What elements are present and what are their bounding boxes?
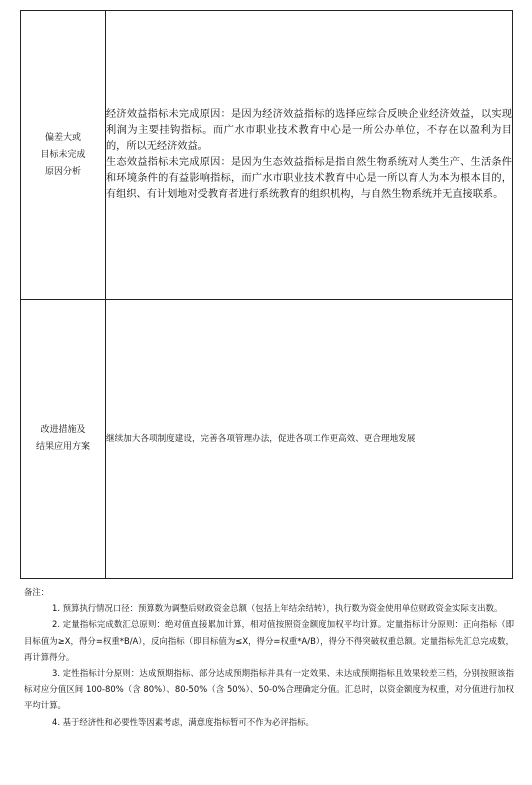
note-item: 2. 定量指标完成数汇总原则：绝对值直接累加计算，相对值按照资金额度加权平均计算。定量指标计分原则：正向指标（即目标值为≥X，得分=权重*B/A），反向指标（即目标值为≤X，得分=权重*A/B），得分不得突破权重总额。定量指标先汇总完成数，再计算得分。 — [24, 619, 514, 662]
ecological-indicator-paragraph: 生态效益指标未完成原因：是因为生态效益指标是指自然生物系统对人类生产、生活条件和环境条件的有益影响指标，而广水市职业技术教育中心是一所以育人为本为根本目的，有组织、有计划地对受教育者进行系统教育的组织机构，与自然生物系统并无直接联系。 — [106, 157, 512, 200]
label-line: 改进措施及 — [40, 425, 86, 435]
improvement-plan-paragraph: 继续加大各项制度建设，完善各项管理办法，促进各项工作更高效、更合理地发展 — [106, 433, 416, 444]
note-item: 4. 基于经济性和必要性等因素考虑，满意度指标暂可不作为必评指标。 — [52, 716, 314, 727]
label-line: 偏差大或 — [44, 132, 81, 143]
table-row — [21, 300, 513, 579]
note-item: 1. 预算执行情况口径：预算数为调整后财政资金总额（包括上年结余结转），执行数为资金使用单位财政资金实际支出数。 — [52, 603, 503, 614]
evaluation-table — [20, 10, 513, 579]
notes-section — [24, 584, 514, 730]
label-line: 目标未完成 — [40, 149, 86, 160]
deviation-analysis-content — [106, 11, 513, 300]
table-row — [21, 11, 513, 300]
label-line: 结果应用方案 — [35, 442, 90, 452]
improvement-plan-label — [21, 300, 106, 579]
notes-heading: 备注： — [24, 587, 50, 597]
label-line: 原因分析 — [44, 166, 81, 177]
deviation-analysis-label — [21, 11, 106, 300]
improvement-plan-content — [106, 300, 513, 579]
economic-indicator-paragraph: 经济效益指标未完成原因：是因为经济效益指标的选择应综合反映企业经济效益，以实现利润为主要挂钩指标。而广水市职业技术教育中心是一所公办单位，不存在以盈利为目的，所以无经济效益。 — [106, 109, 512, 152]
note-item: 3. 定性指标计分原则：达成预期指标、部分达成预期指标并具有一定效果、未达成预期指标且效果较差三档，分别按照该指标对应分值区间 100-80%（含 80%）、80-50%（含 50%）、50-0%合理确定分值。汇总时，以资金额度为权重，对分值进行加权平均计算。 — [24, 668, 514, 711]
